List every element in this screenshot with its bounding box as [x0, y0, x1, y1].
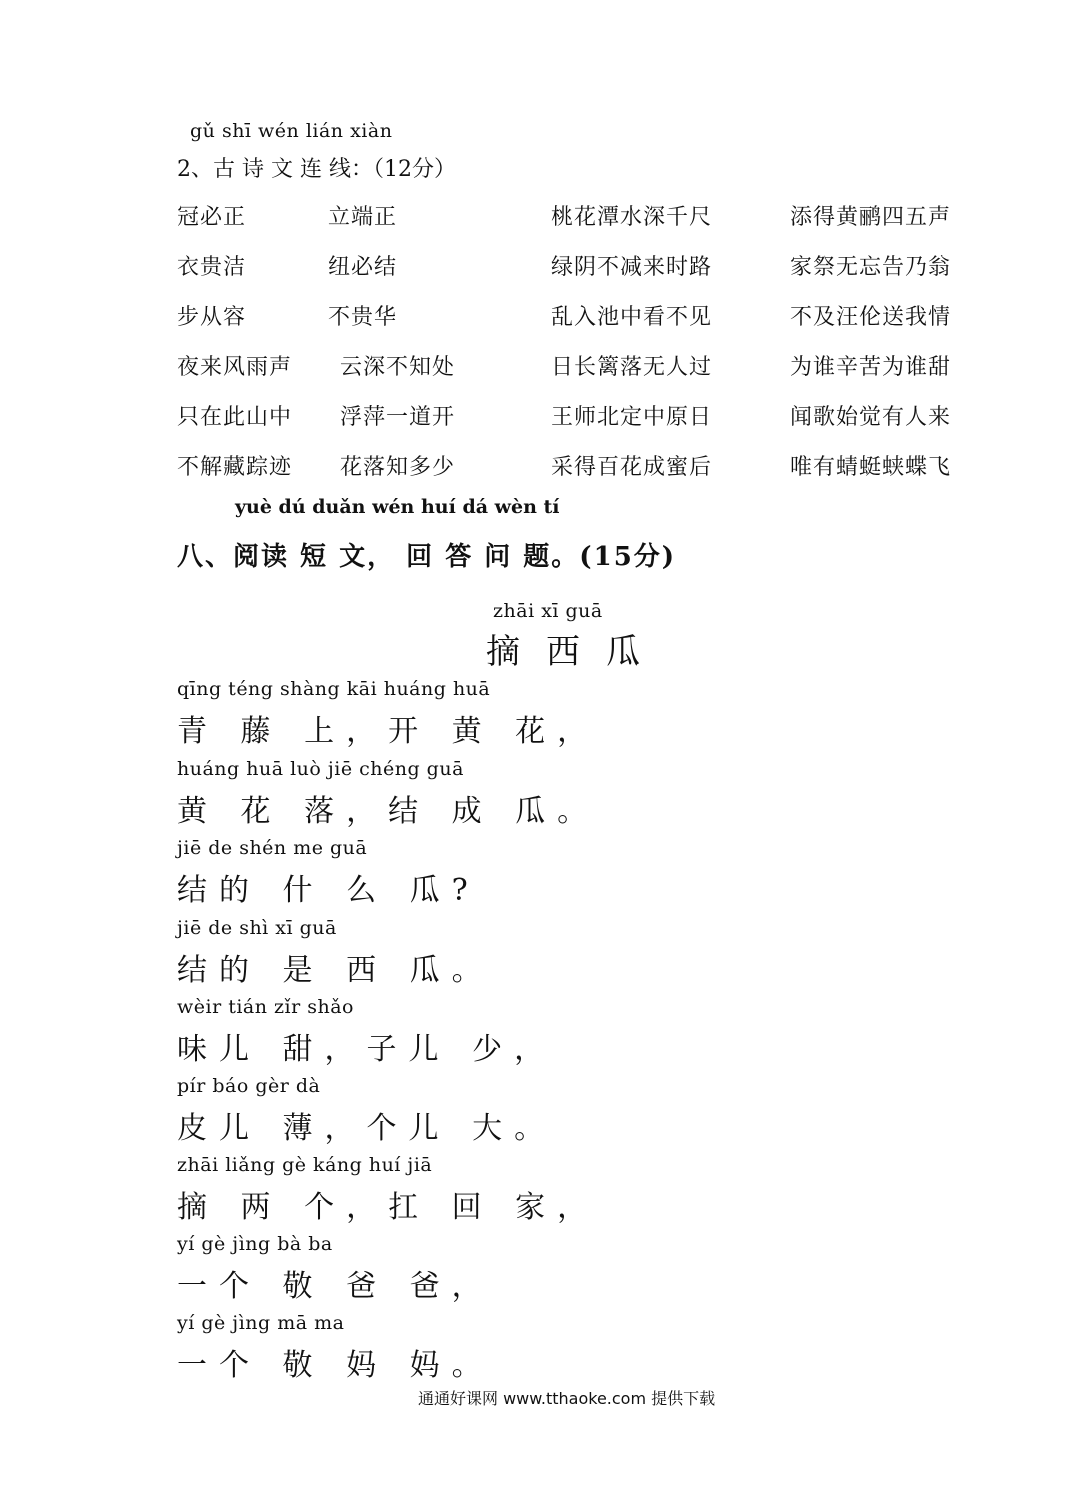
col1-item: 衣贵洁 — [177, 255, 247, 280]
poem-line: 结的 什 么 瓜? — [177, 873, 480, 908]
poem-title-pinyin: zhāi xī guā — [493, 600, 603, 622]
col4-item: 家祭无忘告乃翁 — [790, 255, 952, 280]
col3-item: 采得百花成蜜后 — [551, 455, 713, 480]
col3-item: 日长篱落无人过 — [551, 355, 713, 380]
poem-line-pinyin: zhāi liǎng gè káng huí jiā — [177, 1154, 433, 1176]
poem-line: 黄 花 落，结 成 瓜。 — [177, 794, 600, 829]
col2-item: 云深不知处 — [340, 355, 456, 380]
poem-line: 味儿 甜，子儿 少， — [177, 1032, 557, 1067]
col3-item: 绿阴不减来时路 — [551, 255, 713, 280]
poem-line: 青 藤 上，开 黄 花， — [177, 714, 600, 749]
col2-item: 花落知多少 — [340, 455, 456, 480]
poem-line: 一个 敬 妈 妈。 — [177, 1348, 494, 1383]
col1-item: 夜来风雨声 — [177, 355, 293, 380]
col4-item: 不及汪伦送我情 — [790, 305, 952, 330]
q8-pinyin: yuè dú duǎn wén huí dá wèn tí — [235, 496, 560, 518]
col4-item: 唯有蜻蜓蛱蝶飞 — [790, 455, 952, 480]
q2-label: 2、古 诗 文 连 线：（12分） — [177, 157, 456, 182]
poem-line-pinyin: pír báo gèr dà — [177, 1075, 321, 1097]
poem-line: 结的 是 西 瓜。 — [177, 953, 494, 988]
poem-line: 一个 敬 爸 爸， — [177, 1269, 494, 1304]
col2-item: 立端正 — [328, 205, 398, 230]
q8-title: 八、阅读 短 文， 回 答 问 题。(15分) — [177, 542, 677, 572]
col3-item: 王师北定中原日 — [551, 405, 713, 430]
col2-item: 浮萍一道开 — [340, 405, 456, 430]
poem-title: 摘西瓜 — [486, 632, 666, 672]
col4-item: 添得黄鹂四五声 — [790, 205, 952, 230]
poem-line: 皮儿 薄，个儿 大。 — [177, 1111, 557, 1146]
col4-item: 为谁辛苦为谁甜 — [790, 355, 952, 380]
poem-line-pinyin: yí gè jìng mā ma — [177, 1312, 345, 1334]
col1-item: 步从容 — [177, 305, 247, 330]
poem-line-pinyin: wèir tián zǐr shǎo — [177, 996, 354, 1018]
col2-item: 纽必结 — [328, 255, 398, 280]
q2-pinyin: gǔ shī wén lián xiàn — [190, 120, 393, 142]
poem-line-pinyin: yí gè jìng bà ba — [177, 1233, 333, 1255]
poem-line: 摘 两 个，扛 回 家， — [177, 1190, 600, 1225]
footer-credit: 通通好课网 www.tthaoke.com 提供下载 — [418, 1389, 716, 1408]
col3-item: 桃花潭水深千尺 — [551, 205, 713, 230]
poem-line-pinyin: qīng téng shàng kāi huáng huā — [177, 678, 491, 700]
col2-item: 不贵华 — [328, 305, 398, 330]
col3-item: 乱入池中看不见 — [551, 305, 713, 330]
poem-line-pinyin: huáng huā luò jiē chéng guā — [177, 758, 464, 780]
col1-item: 不解藏踪迹 — [177, 455, 293, 480]
col4-item: 闻歌始觉有人来 — [790, 405, 952, 430]
poem-line-pinyin: jiē de shì xī guā — [177, 917, 337, 939]
col1-item: 冠必正 — [177, 205, 247, 230]
poem-line-pinyin: jiē de shén me guā — [177, 837, 368, 859]
col1-item: 只在此山中 — [177, 405, 293, 430]
